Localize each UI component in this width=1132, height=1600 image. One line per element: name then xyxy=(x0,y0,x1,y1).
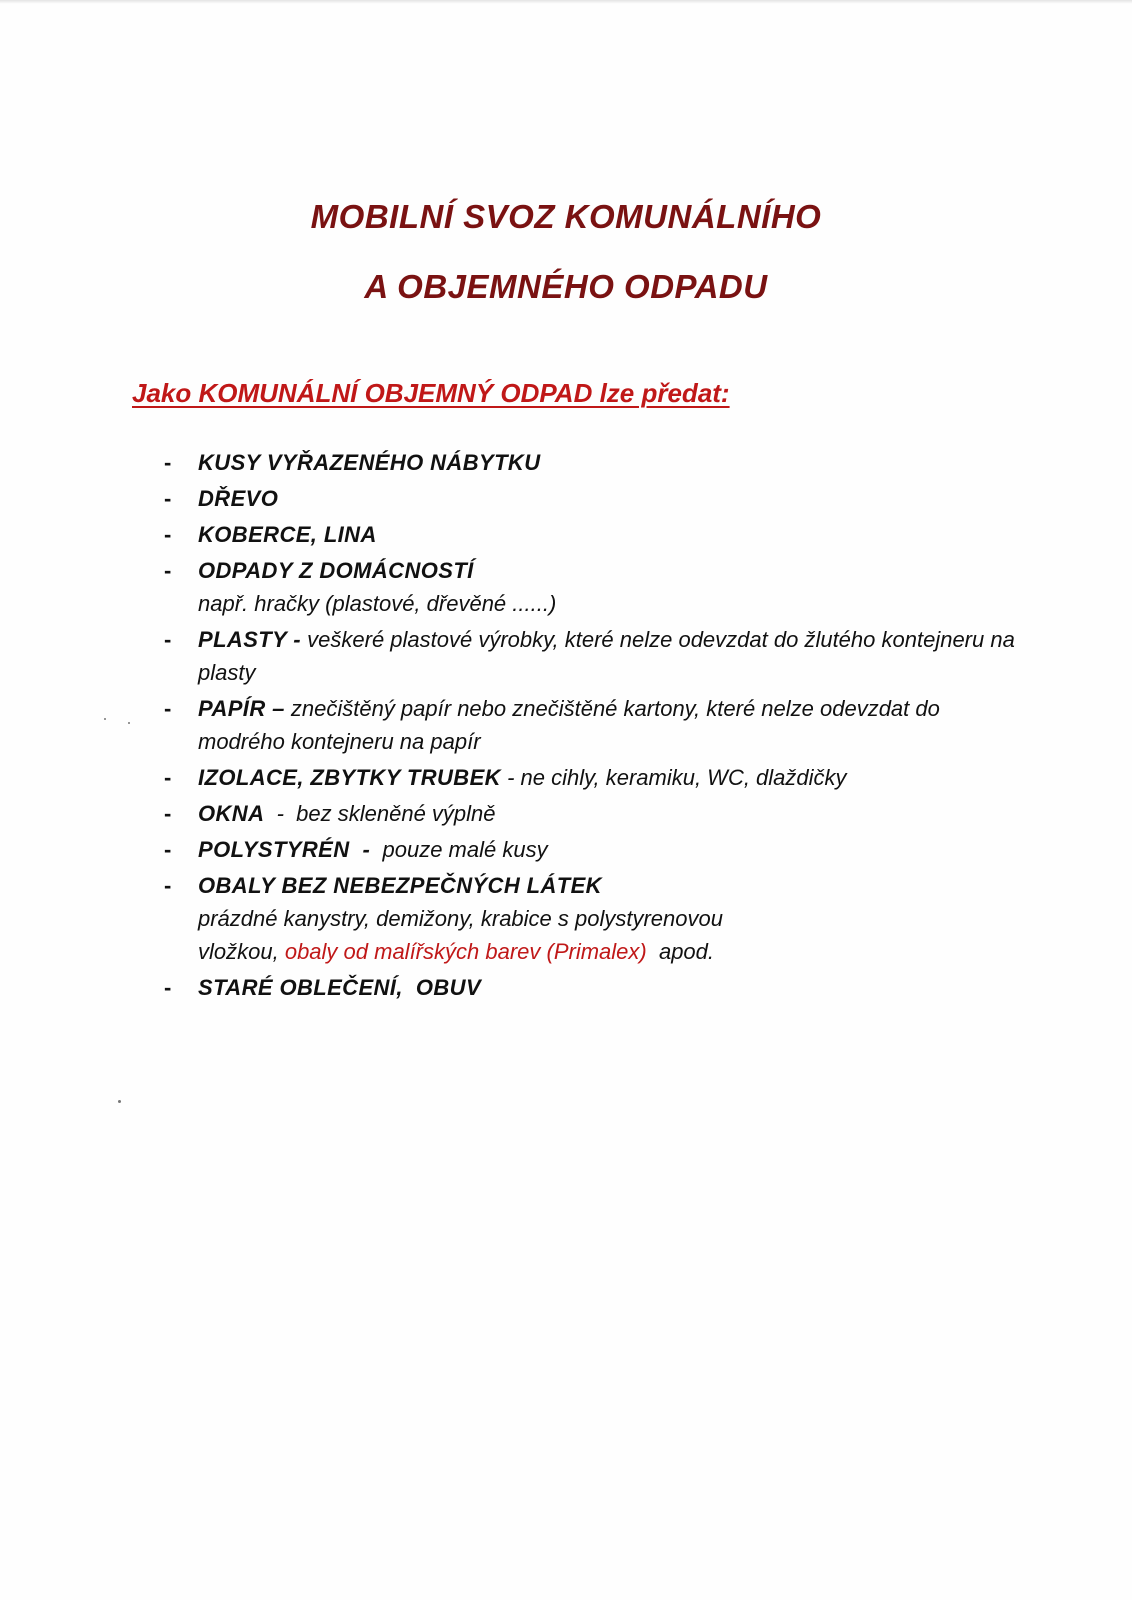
list-item xyxy=(164,833,1024,866)
item-note: např. hračky (plastové, dřevěné ......) xyxy=(198,591,557,616)
item-description: veškeré plastové výrobky, které nelze odevzdat do žlutého kontejneru na plasty xyxy=(198,627,1015,685)
list-item xyxy=(164,761,1024,794)
list-item xyxy=(164,518,1024,551)
bullet-dash: - xyxy=(164,696,172,721)
bullet-dash: - xyxy=(164,486,172,511)
list-item xyxy=(164,797,1024,830)
list-item xyxy=(164,692,1024,758)
item-label: KOBERCE, LINA xyxy=(198,522,377,547)
scan-speck xyxy=(128,722,130,724)
item-label: STARÉ OBLEČENÍ, OBUV xyxy=(198,975,482,1000)
list-item xyxy=(164,623,1024,689)
item-description: znečištěný papír nebo znečištěné kartony, které nelze odevzdat do modrého kontejneru na papír xyxy=(198,696,940,754)
item-label: ODPADY Z DOMÁCNOSTÍ xyxy=(198,558,474,583)
bullet-dash: - xyxy=(164,801,172,826)
item-note-text-end: apod. xyxy=(646,939,715,964)
item-note-line-2 xyxy=(198,935,1024,968)
bullet-dash: - xyxy=(164,627,172,652)
item-label: OBALY BEZ NEBEZPEČNÝCH LÁTEK xyxy=(198,873,602,898)
list-item xyxy=(164,446,1024,479)
list-item xyxy=(164,869,1024,968)
section-heading: Jako KOMUNÁLNÍ OBJEMNÝ ODPAD lze předat: xyxy=(132,378,730,408)
list-item xyxy=(164,482,1024,515)
item-label: IZOLACE, ZBYTKY TRUBEK xyxy=(198,765,501,790)
item-label: PAPÍR – xyxy=(198,696,285,721)
bullet-dash: - xyxy=(164,558,172,583)
item-label: PLASTY - xyxy=(198,627,302,652)
title-line-1: MOBILNÍ SVOZ KOMUNÁLNÍHO xyxy=(310,198,822,235)
item-note: prázdné kanystry, demižony, krabice s polystyrenovou xyxy=(198,906,723,931)
title-line-2: A OBJEMNÉHO ODPADU xyxy=(364,268,768,305)
scan-edge xyxy=(0,0,1132,4)
bullet-dash: - xyxy=(164,765,172,790)
item-label: POLYSTYRÉN - xyxy=(198,837,371,862)
bullet-dash: - xyxy=(164,873,172,898)
bullet-dash: - xyxy=(164,450,172,475)
waste-list xyxy=(164,446,1024,1007)
item-note-highlight: obaly od malířských barev (Primalex) xyxy=(284,939,647,964)
list-item xyxy=(164,554,1024,620)
scan-speck xyxy=(104,718,106,720)
bullet-dash: - xyxy=(164,837,172,862)
item-note-text: vložkou, xyxy=(198,939,285,964)
item-description: - bez skleněné výplně xyxy=(264,801,496,826)
bullet-dash: - xyxy=(164,522,172,547)
list-item xyxy=(164,971,1024,1004)
item-description: - ne cihly, keramiku, WC, dlaždičky xyxy=(500,765,847,790)
item-label: KUSY VYŘAZENÉHO NÁBYTKU xyxy=(198,450,541,475)
bullet-dash: - xyxy=(164,975,172,1000)
scan-speck xyxy=(118,1100,121,1103)
item-description: pouze malé kusy xyxy=(370,837,548,862)
item-label: DŘEVO xyxy=(198,486,279,511)
item-label: OKNA xyxy=(198,801,265,826)
